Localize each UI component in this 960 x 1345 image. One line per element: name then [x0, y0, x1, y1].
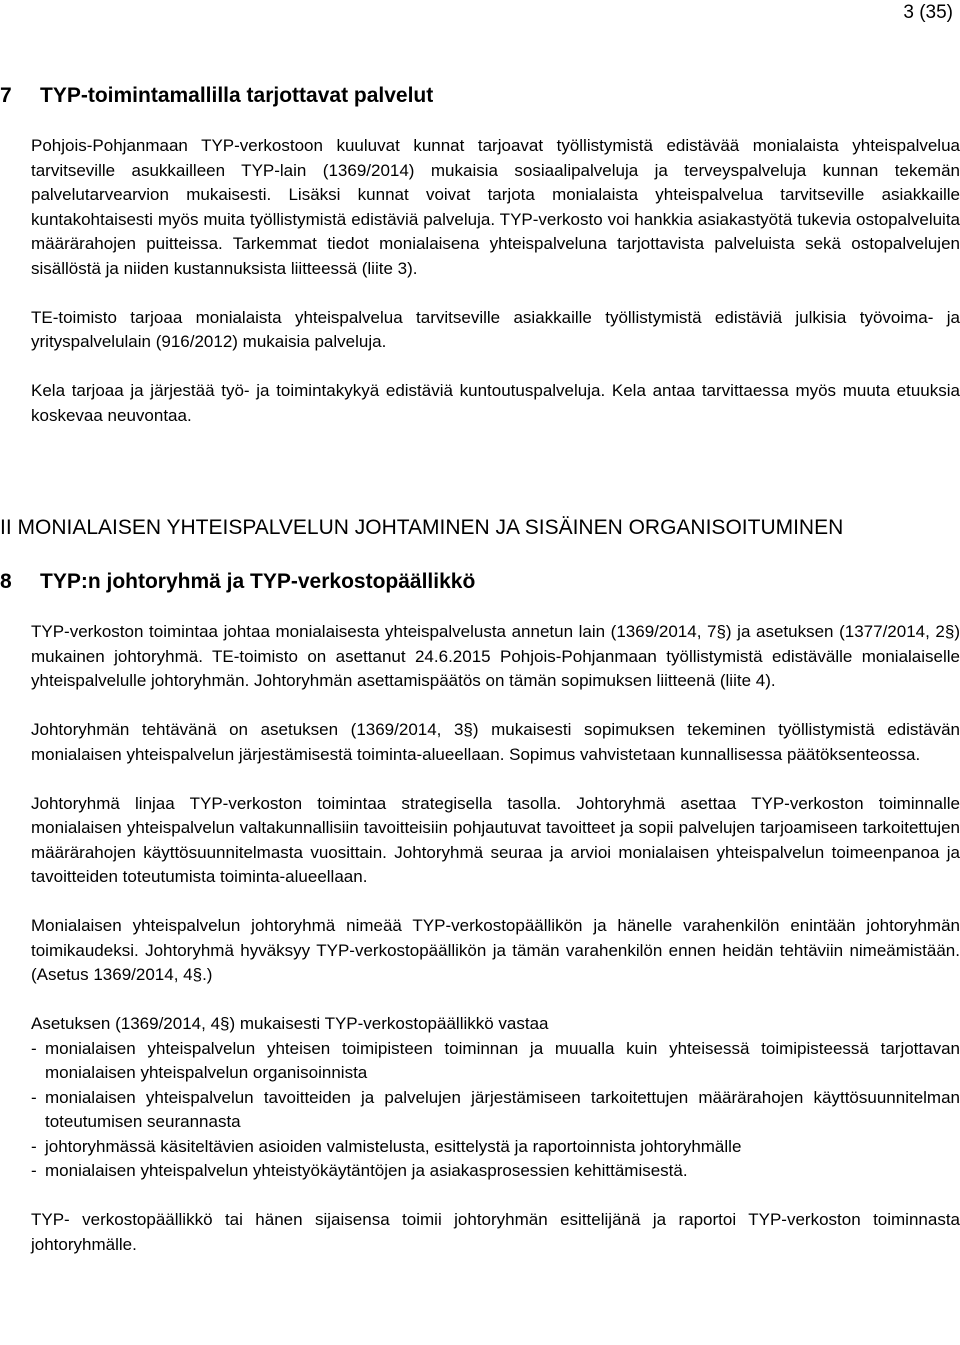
- page-number: 3 (35): [903, 2, 953, 23]
- section-7-paragraph: Pohjois-Pohjanmaan TYP-verkostoon kuuluvat kunnat tarjoavat työllistymistä edistävää monialaista yhteispalvelua tarvitseville asukkailleen TYP-lain (1369/2014) mukaisia sosiaalipalveluja ja terveyspalveluja kunnan tekemän palvelutarvearvion mukaisesti. Lisäksi kunnat voivat tarjota monialaista yhteispalvelua tarvitseville asiakkaille kuntakohtaisesti myös muita työllistymistä edistäviä palveluja. TYP-verkosto voi hankkia asiakastyötä tukevia ostopalveluita määrärahojen puitteissa. Tarkemmat tiedot monialaisena yhteispalveluna tarjottavista palveluista sekä ostopalvelujen sisällöstä ja niiden kustannuksista liitteessä (liite 3).: [31, 136, 960, 278]
- document-body: [0, 84, 960, 1257]
- list-item: - monialaisen yhteispalvelun yhteistyökäytäntöjen ja asiakasprosessien kehittämisestä.: [31, 1161, 688, 1180]
- list-item: - monialaisen yhteispalvelun tavoitteiden ja palvelujen järjestämiseen tarkoitettujen määrärahojen käyttösuunnitelman toteutumisen seurannasta: [31, 1087, 960, 1131]
- section-8-paragraph: Johtoryhmän tehtävänä on asetuksen (1369/2014, 3§) mukaisesti sopimuksen tekeminen työllistymistä edistävän monialaisen yhteispalvelun järjestämisestä toiminta-alueellaan. Sopimus vahvistetaan kunnallisessa päätöksenteossa.: [31, 720, 960, 764]
- responsibility-list: [31, 1037, 960, 1184]
- list-intro: Asetuksen (1369/2014, 4§) mukaisesti TYP-verkostopäällikkö vastaa: [31, 1014, 549, 1033]
- section-8-number: 8: [0, 570, 12, 593]
- list-item: - johtoryhmässä käsiteltävien asioiden valmistelusta, esittelystä ja raportoinnista johtoryhmälle: [31, 1136, 742, 1156]
- section-8-title: TYP:n johtoryhmä ja TYP-verkostopäällikkö: [40, 570, 476, 593]
- section-8-body: [31, 620, 960, 1257]
- part-title: II MONIALAISEN YHTEISPALVELUN JOHTAMINEN JA SISÄINEN ORGANISOITUMINEN: [0, 516, 844, 539]
- section-8-heading: [0, 570, 960, 594]
- section-8-paragraph: Monialaisen yhteispalvelun johtoryhmä nimeää TYP-verkostopäällikön ja hänelle varahenkilön enintään johtoryhmän toimikaudeksi. Johtoryhmä hyväksyy TYP-verkostopäällikön ja tämän varahenkilön ennen heidän tehtäviin nimeämistään. (Asetus 1369/2014, 4§.): [31, 916, 960, 984]
- section-7-heading: [0, 84, 960, 108]
- section-8-paragraph: Johtoryhmä linjaa TYP-verkoston toimintaa strategisella tasolla. Johtoryhmä asettaa TYP-verkoston toiminnalle monialaisen yhteispalvelun valtakunnallisiin tavoitteisiin pohjautuvat tavoitteet ja sopii palvelujen tarjoamiseen tarkoitettujen määrärahojen käyttösuunnitelmasta vuosittain. Johtoryhmä seuraa ja arvioi monialaisen yhteispalvelun toimeenpanoa ja tavoitteiden toteutumista toiminta-alueellaan.: [31, 793, 960, 886]
- section-7-paragraph: TE-toimisto tarjoaa monialaista yhteispalvelua tarvitseville asiakkaille työllistymistä edistäviä julkisia työvoima- ja yrityspalvelulain (916/2012) mukaisia palveluja.: [31, 307, 960, 351]
- section-7-number: 7: [0, 84, 12, 107]
- closing-paragraph: TYP- verkostopäällikkö tai hänen sijaisensa toimii johtoryhmän esittelijänä ja raportoi TYP-verkoston toiminnasta johtoryhmälle.: [31, 1210, 960, 1254]
- section-8-paragraph: TYP-verkoston toimintaa johtaa monialaisesta yhteispalvelusta annetun lain (1369/2014, 7§) ja asetuksen (1377/2014, 2§) mukainen johtoryhmä. TE-toimisto on asettanut 24.6.2015 Pohjois-Pohjanmaan työllistymistä edistävälle monialaiselle yhteispalvelulle johtoryhmän. Johtoryhmän asettamispäätös on tämän sopimuksen liitteenä (liite 4).: [31, 622, 960, 690]
- section-7-paragraph: Kela tarjoaa ja järjestää työ- ja toimintakykyä edistäviä kuntoutuspalveluja. Kela antaa tarvittaessa myös muuta etuuksia koskevaa neuvontaa.: [31, 381, 960, 425]
- section-7-body: [31, 134, 960, 428]
- list-item: - monialaisen yhteispalvelun yhteisen toimipisteen toiminnan ja muualla kuin yhteisessä toimipisteessä tarjottavan monialaisen yhteispalvelun organisoinnista: [31, 1038, 960, 1082]
- section-7-title: TYP-toimintamallilla tarjottavat palvelut: [40, 84, 434, 107]
